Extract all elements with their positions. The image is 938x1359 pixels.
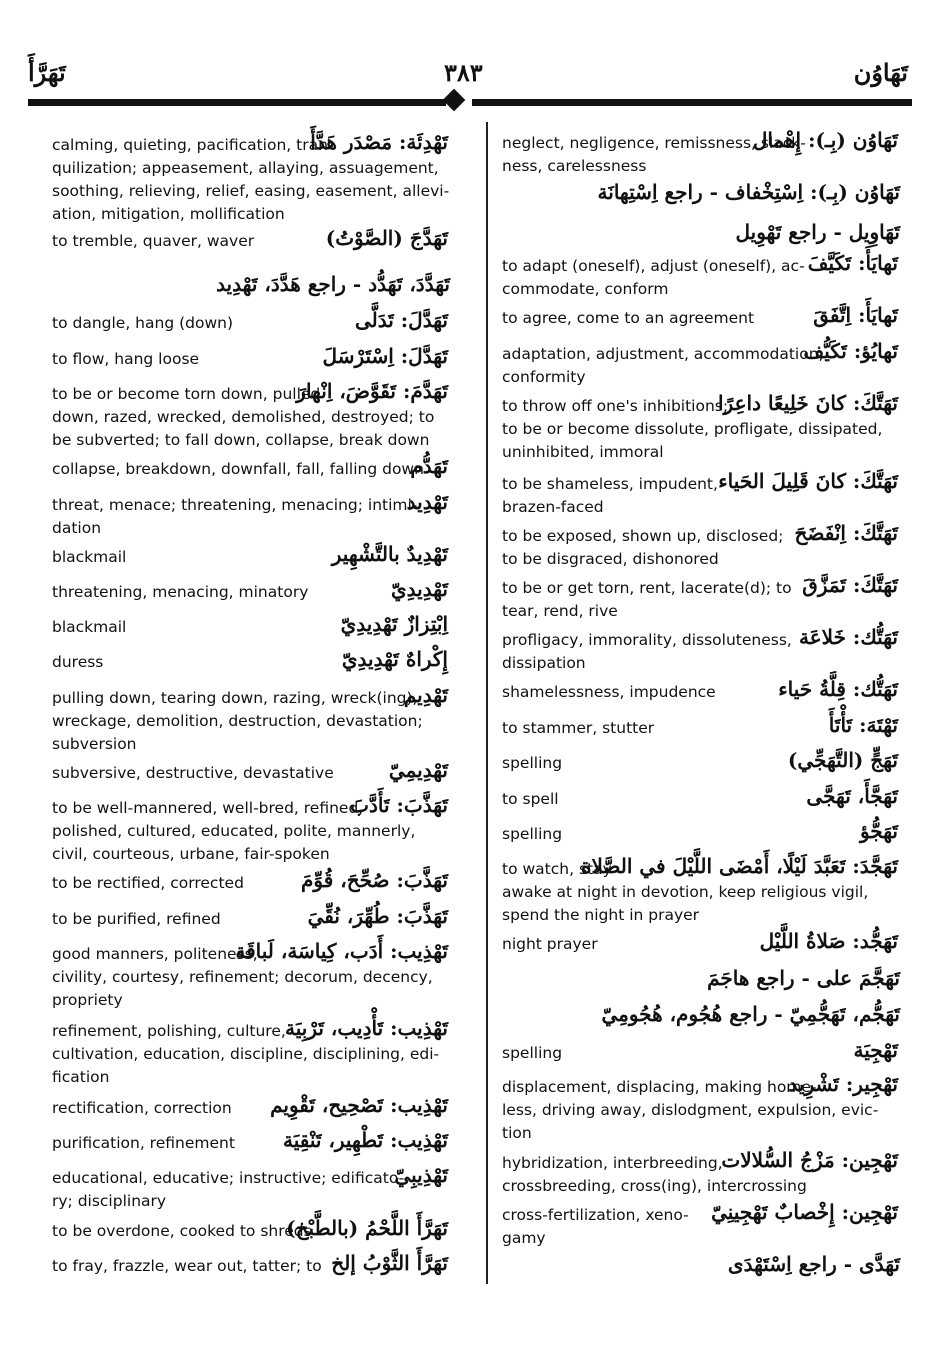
english-definition: duress [52,653,104,671]
dictionary-entry [52,1216,450,1243]
arabic-headword: تَهَرَّأَ الثَّوْبُ إلخ [331,1251,448,1275]
arabic-headword: تَهَدَّلَ: اِسْتَرْسَلَ [322,344,448,368]
arabic-headword: تَهَجُّؤ [859,819,898,843]
arabic-headword: تَهْذِيبِيّ [394,1163,448,1187]
english-definition: neglect, negligence, remissness, slack- ness, carelessness [502,134,806,175]
header-rule-right [472,99,912,106]
english-definition: to stammer, stutter [502,719,655,737]
english-definition: cross-fertilization, xeno- gamy [502,1206,689,1247]
arabic-headword: تَهْدِيمِيّ [388,758,448,782]
english-definition: collapse, breakdown, downfall, fall, falling down [52,460,424,478]
dictionary-entry [502,1038,900,1065]
arabic-headword: تَهَجَّدَ: تَعَبَّدَ لَيْلًا، أَمْضَى اللَّيْلَ في الصَّلاة [581,854,898,878]
arabic-headword: تَهايَأَ: تَكَيَّفَ [807,251,898,275]
arabic-headword: تَهَتَّكَ: تَمَزَّقَ [802,573,898,597]
arabic-headword: تَهَرَّأَ اللَّحْمُ (بالطَّبْخ) [286,1216,448,1240]
page-number: ٣٨٣ [444,58,483,87]
english-definition: threatening, menacing, minatory [52,583,309,601]
dictionary-entry [52,612,450,639]
arabic-headword: تَهَتَّكَ: كانَ قَلِيلَ الحَياء [718,469,898,493]
arabic-headword: تَهْدِيدٌ بالتَّشْهِير [331,542,448,566]
english-definition: spelling [502,825,563,843]
dictionary-entry [52,647,450,674]
dictionary-entry [502,573,900,623]
english-definition: profligacy, immorality, dissoluteness, dissipation [502,631,792,672]
dictionary-entry [52,1093,450,1120]
dictionary-entry [502,625,900,675]
english-definition: threat, menace; threatening, menacing; intimi- dation [52,496,418,537]
dictionary-entry [502,713,900,740]
english-definition: purification, refinement [52,1134,235,1152]
column-divider [486,122,488,1284]
english-definition: to tremble, quaver, waver [52,232,255,250]
arabic-headword: تَهَذَّبَ: تَأَدَّبَ [350,793,448,817]
dictionary-entry [52,577,450,604]
english-definition: to be or get torn, rent, lacerate(d); to tear, rend, rive [502,579,792,620]
english-definition: spelling [502,754,563,772]
dictionary-entry [502,677,900,704]
dictionary-entry [52,344,450,371]
dictionary-entry [52,683,450,756]
english-definition: to be well-mannered, well-bred, refined, polished, cultured, educated, polite, mannerly, civil, courteous, urbane, fair-spoken [52,799,416,863]
english-definition: adaptation, adjustment, accommodation, conformity [502,345,824,386]
dictionary-entry [502,1148,900,1198]
arabic-headword: تَهَجَّمَ على - راجع هاجَمَ [707,966,900,990]
arabic-headword: تَهْجِيَة [853,1038,898,1062]
arabic-headword: تَهَدَّى - راجع اِسْتَهْدَى [727,1252,900,1276]
dictionary-entry [52,379,450,452]
dictionary-entry [52,904,450,931]
arabic-headword: تَهَجَّأَ، تَهَجَّى [806,784,898,808]
arabic-headword: تَهَتَّكَ: كانَ خَلِيعًا داعِرًا [718,391,898,415]
english-definition: blackmail [52,548,127,566]
english-definition: displacement, displacing, making home- less, driving away, dislodgment, expulsion, evic- tion [502,1078,879,1142]
english-definition: to throw off one's inhibitions; to be or become dissolute, profligate, dissipated, uninhibited, immoral [502,397,883,461]
arabic-headword: تَهَتُّك: خَلاعَة [799,625,898,649]
dictionary-entry [502,1002,900,1026]
english-definition: to watch, stay awake at night in devotion, keep religious vigil, spend the night in prayer [502,860,869,924]
arabic-headword: تَهَجُّم، تَهَجُّمِيّ - راجع هُجُوم، هُجُومِيّ [601,1002,900,1026]
dictionary-entry [52,1128,450,1155]
english-definition: to be exposed, shown up, disclosed; to be disgraced, dishonored [502,527,784,568]
english-definition: educational, educative; instructive; edificato- ry; disciplinary [52,1169,405,1210]
dictionary-entry [52,490,450,540]
english-definition: hybridization, interbreeding, crossbreeding, cross(ing), intercrossing [502,1154,807,1195]
arabic-headword: تَهْدِيم [403,683,448,707]
english-definition: pulling down, tearing down, razing, wreck(ing), wreckage, demolition, destruction, devastation; subversion [52,689,423,753]
dictionary-entry [52,1016,450,1089]
english-definition: spelling [502,1044,563,1062]
english-definition: to fray, frazzle, wear out, tatter; to [52,1257,322,1275]
arabic-headword: تَهْذِيب: تَأْدِيب، تَرْبِيَة [285,1016,448,1040]
dictionary-entry [502,1072,900,1145]
arabic-headword: تَهَدَّجَ (الصَّوْتُ) [325,226,448,250]
arabic-headword: تَهْتَهَ: تَأْتَأَ [828,713,898,737]
english-definition: subversive, destructive, devastative [52,764,334,782]
english-definition: to be shameless, impudent, brazen-faced [502,475,718,516]
arabic-headword: تَهَدَّلَ: تَدَلَّى [355,308,448,332]
arabic-headword: تَهَتُّك: قِلَّةُ حَياء [778,677,898,701]
dictionary-entry [502,521,900,571]
dictionary-entry [52,758,450,785]
arabic-headword: تَهَجٍّ (التَّهَجِّي) [787,748,898,772]
arabic-headword: اِبْتِزازٌ تَهْدِيدِيّ [340,612,448,636]
arabic-headword: تَهَذَّبَ: طُهِّرَ، نُقِّيَ [307,904,448,928]
header-rule-left [28,99,446,106]
english-definition: to be overdone, cooked to shreds [52,1222,312,1240]
dictionary-entry [52,868,450,895]
arabic-headword: تَهَدَّمَ: تَقَوَّضَ، اِنْهارَ [296,379,448,403]
arabic-headword: تَهْجِير: تَشْرِيد [788,1072,898,1096]
dictionary-entry [502,303,900,330]
arabic-headword: تَهَدُّم [410,454,448,478]
english-definition: good manners, politeness, civility, courtesy, refinement; decorum, decency, propriety [52,945,433,1009]
dictionary-entry [502,854,900,927]
dictionary-entry [502,391,900,464]
english-definition: to adapt (oneself), adjust (oneself), ac- commodate, conform [502,257,805,298]
dictionary-entry [52,793,450,866]
dictionary-entry [502,748,900,775]
dictionary-entry [502,819,900,846]
english-definition: to be rectified, corrected [52,874,244,892]
dictionary-entry [52,454,450,481]
dictionary-entry [52,939,450,1012]
dictionary-entry [52,308,450,335]
dictionary-entry [502,1200,900,1250]
arabic-headword: تَهَاوِيل - راجع تَهْوِيل [735,220,900,244]
english-definition: to dangle, hang (down) [52,314,234,332]
dictionary-entry [502,180,900,204]
english-definition: to be or become torn down, pulled down, razed, wrecked, demolished, destroyed; to be subverted; to fall down, collapse, break down [52,385,435,449]
dictionary-entry [502,220,900,244]
arabic-headword: تَهْذِيب: تَطْهِير، تَنْقِيَة [283,1128,448,1152]
header-left-guideword: تَهَرَّأَ [28,58,66,87]
arabic-headword: تَهَتَّكَ: اِنْفَضَحَ [794,521,898,545]
dictionary-entry [502,339,900,389]
arabic-headword: تَهَدَّدَ، تَهَدُّد - راجع هَدَّدَ، تَهْدِيد [216,272,450,296]
dictionary-entry [52,1163,450,1213]
arabic-headword: تَهايُؤ: تَكَيُّف [803,339,898,363]
arabic-headword: تَهْجِين: إِخْصابٌ تَهْجِينِيّ [711,1200,898,1224]
arabic-headword: تَهْذِيب: أَدَب، كِياسَة، لَباقَة [235,939,448,963]
english-definition: to agree, come to an agreement [502,309,755,327]
arabic-headword: تَهَاوُن (بِـ): إِهْمال [752,128,898,152]
arabic-headword: تَهَذَّبَ: صُحِّحَ، قُوِّمَ [301,868,448,892]
english-definition: to be purified, refined [52,910,221,928]
dictionary-entry [502,251,900,301]
arabic-headword: تَهْدِيد [406,490,448,514]
dictionary-entry [502,1252,900,1276]
dictionary-entry [52,226,450,253]
dictionary-entry [52,272,450,296]
arabic-headword: تَهايَأَ: اِتَّفَقَ [813,303,898,327]
header-diamond-ornament [443,89,466,112]
english-definition: to flow, hang loose [52,350,200,368]
dictionary-entry [502,784,900,811]
dictionary-entry [502,128,900,178]
dictionary-entry [502,469,900,519]
arabic-headword: تَهْذِيب: تَصْحِيح، تَقْوِيم [270,1093,448,1117]
english-definition: rectification, correction [52,1099,232,1117]
dictionary-entry [502,966,900,990]
dictionary-entry [502,929,900,956]
arabic-headword: تَهْدِئَة: مَصْدَر هَدَّأَ [310,130,448,154]
english-definition: refinement, polishing, culture, cultivation, education, discipline, disciplining, edi- fication [52,1022,440,1086]
arabic-headword: إِكْراهٌ تَهْدِيدِيّ [341,647,448,671]
dictionary-entry [52,130,450,226]
english-definition: to spell [502,790,559,808]
arabic-headword: تَهَجُّد: صَلاةُ اللَّيْل [759,929,898,953]
dictionary-entry [52,542,450,569]
arabic-headword: تَهَاوُن (بِـ): اِسْتِخْفاف - راجع اِسْتِهانَة [597,180,900,204]
arabic-headword: تَهْجِين: مَزْجُ السُّلالات [721,1148,898,1172]
english-definition: blackmail [52,618,127,636]
dictionary-entry [52,1251,450,1278]
english-definition: night prayer [502,935,598,953]
arabic-headword: تَهْدِيدِيّ [390,577,448,601]
english-definition: shamelessness, impudence [502,683,716,701]
header-right-guideword: تَهَاوُن [853,58,908,87]
english-definition: calming, quieting, pacification, tran- quilization; appeasement, allaying, assuagement, soothing, relieving, relief, easing, easement, allevi- ation, mitigation, mollification [52,136,450,223]
